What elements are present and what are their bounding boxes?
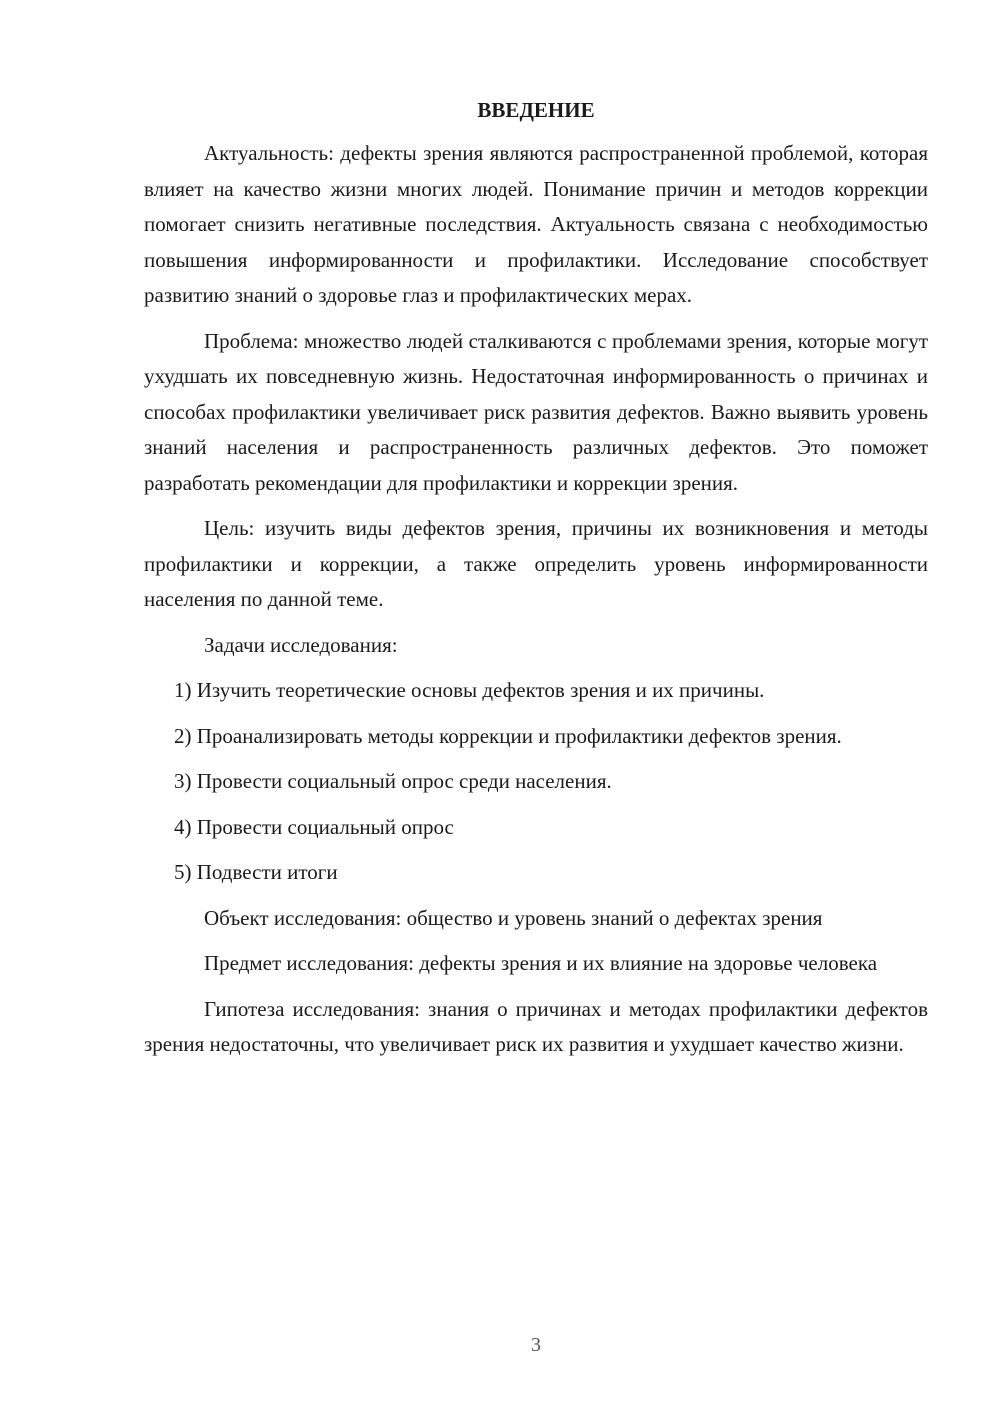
- task-item-4: 4) Провести социальный опрос: [174, 814, 454, 839]
- task-item-5: 5) Подвести итоги: [174, 860, 338, 884]
- task-item-1: 1) Изучить теоретические основы дефектов зрения и их причины.: [174, 678, 765, 702]
- object-paragraph: Объект исследования: общество и уровень знаний о дефектах зрения: [204, 905, 823, 930]
- hypothesis-paragraph: Гипотеза исследования: знания о причинах и методах профилактики дефектов зрения недостаточны, что увеличивает риск их развития и ухудшает качество жизни.: [144, 996, 928, 1056]
- tasks-heading: Задачи исследования:: [204, 632, 398, 657]
- goal-paragraph: Цель: изучить виды дефектов зрения, причины их возникновения и методы профилактики и коррекции, а также определить уровень информированности населения по данной теме.: [144, 516, 928, 611]
- subject-paragraph: Предмет исследования: дефекты зрения и их влияние на здоровье человека: [204, 951, 878, 975]
- document-page: [144, 92, 928, 1073]
- page-number: 3: [531, 1334, 541, 1356]
- problem-paragraph: Проблема: множество людей сталкиваются с проблемами зрения, которые могут ухудшать их повседневную жизнь. Недостаточная информированность о причинах и способах профилактики увеличивает риск развития дефектов. Важно выявить уровень знаний населения и распространенность различных дефектов. Это поможет разработать рекомендации для профилактики и коррекции зрения.: [144, 328, 928, 495]
- page-title: ВВЕДЕНИЕ: [477, 98, 595, 122]
- relevance-paragraph: Актуальность: дефекты зрения являются распространенной проблемой, которая влияет на качество жизни многих людей. Понимание причин и методов коррекции помогает снизить негативные последствия. Актуальность связана с необходимостью повышения информированности и профилактики. Исследование способствует развитию знаний о здоровье глаз и профилактических мерах.: [144, 141, 928, 307]
- task-item-3: 3) Провести социальный опрос среди населения.: [174, 769, 612, 793]
- task-item-2: 2) Проанализировать методы коррекции и профилактики дефектов зрения.: [174, 723, 842, 748]
